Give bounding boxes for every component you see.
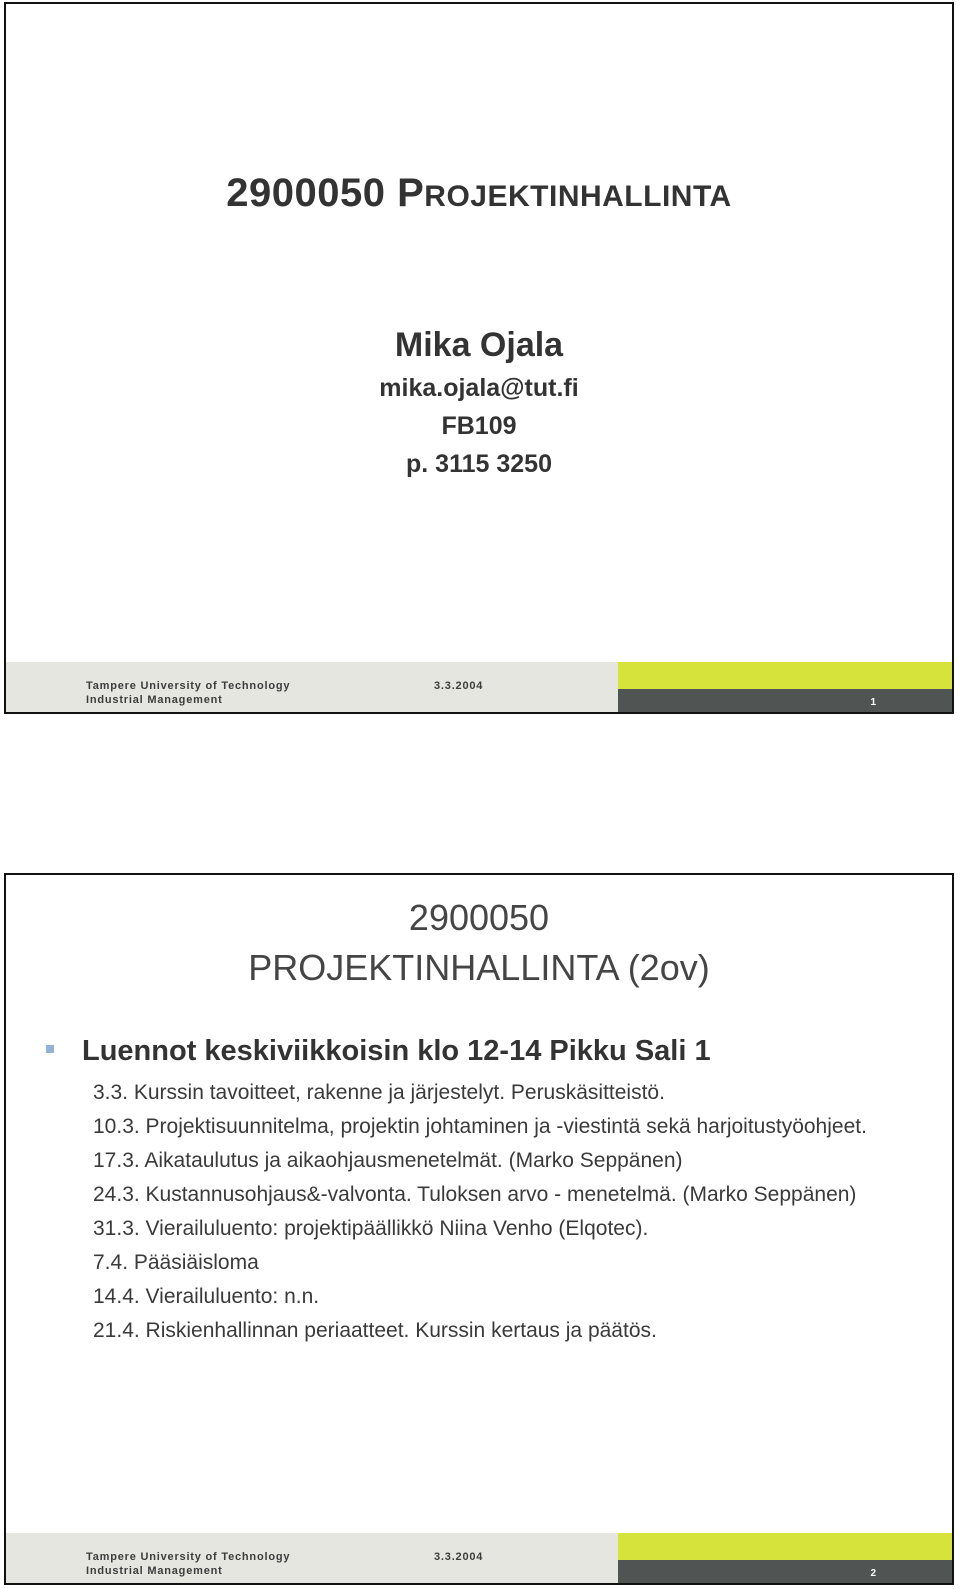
title-rest: ROJEKTINHALLINTA bbox=[424, 180, 732, 213]
footer-department: Industrial Management bbox=[86, 1565, 223, 1577]
presenter-email: mika.ojala@tut.fi bbox=[379, 374, 579, 402]
schedule-item: 7.4. Pääsiäisloma bbox=[93, 1251, 259, 1274]
slide-footer bbox=[6, 662, 952, 712]
slide-footer bbox=[6, 1533, 952, 1583]
footer-date: 3.3.2004 bbox=[434, 1551, 484, 1563]
schedule-item: 3.3. Kurssin tavoitteet, rakenne ja järjestelyt. Peruskäsitteistö. bbox=[93, 1081, 665, 1104]
presenter-phone: p. 3115 3250 bbox=[406, 450, 552, 478]
slide2-title-line2: PROJEKTINHALLINTA (2ov) bbox=[248, 947, 710, 988]
page-number: 1 bbox=[870, 697, 876, 708]
title-number: 2900050 bbox=[226, 171, 398, 215]
schedule-item: 21.4. Riskienhallinnan periaatteet. Kurssin kertaus ja päätös. bbox=[93, 1319, 657, 1342]
schedule-item: 24.3. Kustannusohjaus&-valvonta. Tuloksen arvo - menetelmä. (Marko Seppänen) bbox=[93, 1183, 857, 1206]
footer-accent-bar bbox=[618, 1533, 952, 1560]
footer-accent-bar bbox=[618, 662, 952, 689]
footer-date: 3.3.2004 bbox=[434, 680, 484, 692]
slide1-title bbox=[6, 171, 952, 216]
schedule-list bbox=[93, 1078, 893, 1350]
page-number: 2 bbox=[870, 1568, 876, 1579]
slide-2 bbox=[4, 873, 954, 1585]
presenter-name: Mika Ojala bbox=[394, 326, 564, 364]
footer-dark-bar bbox=[618, 1560, 952, 1583]
title-first-letter: P bbox=[397, 171, 425, 215]
presenter-room: FB109 bbox=[441, 412, 517, 440]
schedule-item: 17.3. Aikataulutus ja aikaohjausmenetelmät. (Marko Seppänen) bbox=[93, 1149, 683, 1172]
footer-university: Tampere University of Technology bbox=[86, 1551, 291, 1563]
footer-dark-bar bbox=[618, 689, 952, 712]
schedule-item: 10.3. Projektisuunnitelma, projektin johtaminen ja -viestintä sekä harjoitustyöohjeet. bbox=[93, 1115, 867, 1138]
bullet-text: Luennot keskiviikkoisin klo 12-14 Pikku Sali 1 bbox=[82, 1035, 711, 1067]
square-bullet-icon bbox=[46, 1045, 54, 1053]
footer-department: Industrial Management bbox=[86, 694, 223, 706]
schedule-item: 31.3. Vierailuluento: projektipäällikkö Niina Venho (Elqotec). bbox=[93, 1217, 649, 1240]
schedule-item: 14.4. Vierailuluento: n.n. bbox=[93, 1285, 320, 1308]
slide-1 bbox=[4, 2, 954, 714]
slide2-title-line1: 2900050 bbox=[408, 897, 550, 938]
footer-university: Tampere University of Technology bbox=[86, 680, 291, 692]
